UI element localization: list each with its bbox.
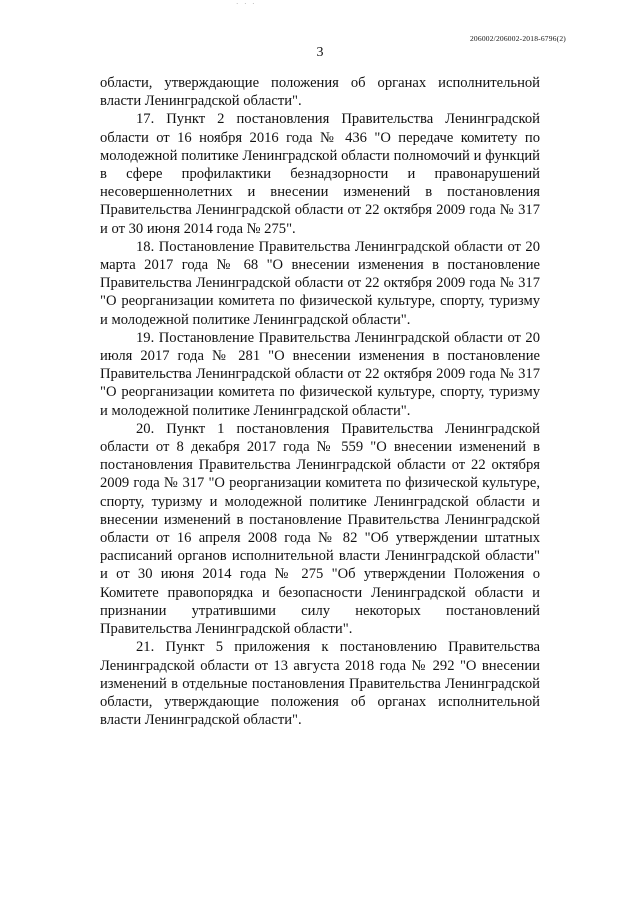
document-body (100, 74, 540, 729)
paragraph-item-19: 19. Постановление Правительства Ленинградской области от 20 июля 2017 года № 281 "О внесении изменения в постановление Правительства Ленинградской области от 22 октября 2009 года № 317 "О реорганизации комитета по физической культуре, спорту, туризму и молодежной политике Ленинградской области". (100, 329, 540, 419)
document-number: 206002/206002-2018-6796(2) (469, 34, 566, 43)
page-number: 3 (316, 45, 324, 60)
paragraph-continuation: области, утверждающие положения об органах исполнительной власти Ленинградской области". (100, 75, 540, 110)
paragraph-item-17: 17. Пункт 2 постановления Правительства Ленинградской области от 16 ноября 2016 года № 436 "О передаче комитету по молодежной политике Ленинградской области полномочий и функций в сфере профилактики безнадзорности и правонарушений несовершеннолетних и внесении изменений в постановления Правительства Ленинградской области от 22 октября 2009 года № 317 и от 30 июня 2014 года № 275". (100, 111, 540, 237)
paragraph-item-21: 21. Пункт 5 приложения к постановлению Правительства Ленинградской области от 13 августа 2018 года № 292 "О внесении изменений в отдельные постановления Правительства Ленинградской области, утверждающие положения об органах исполнительной власти Ленинградской области". (100, 639, 540, 729)
paragraph-item-18: 18. Постановление Правительства Ленинградской области от 20 марта 2017 года № 68 "О внесении изменения в постановление Правительства Ленинградской области от 22 октября 2009 года № 317 "О реорганизации комитета по физической культуре, спорту, туризму и молодежной политике Ленинградской области". (100, 238, 540, 328)
scan-artifact: · · · (236, 0, 257, 8)
paragraph-item-20: 20. Пункт 1 постановления Правительства Ленинградской области от 8 декабря 2017 года № 559 "О внесении изменений в постановления Правительства Ленинградской области от 22 октября 2009 года № 317 "О реорганизации комитета по физической культуре, спорту, туризму и молодежной политике Ленинградской области и внесении изменений в постановление Правительства Ленинградской области от 16 апреля 2008 года № 82 "Об утверждении штатных расписаний органов исполнительной власти Ленинградской области" и от 30 июня 2014 года № 275 "Об утверждении Положения о Комитете правопорядка и безопасности Ленинградской области и признании утратившими силу некоторых постановлений Правительства Ленинградской области". (100, 420, 540, 638)
